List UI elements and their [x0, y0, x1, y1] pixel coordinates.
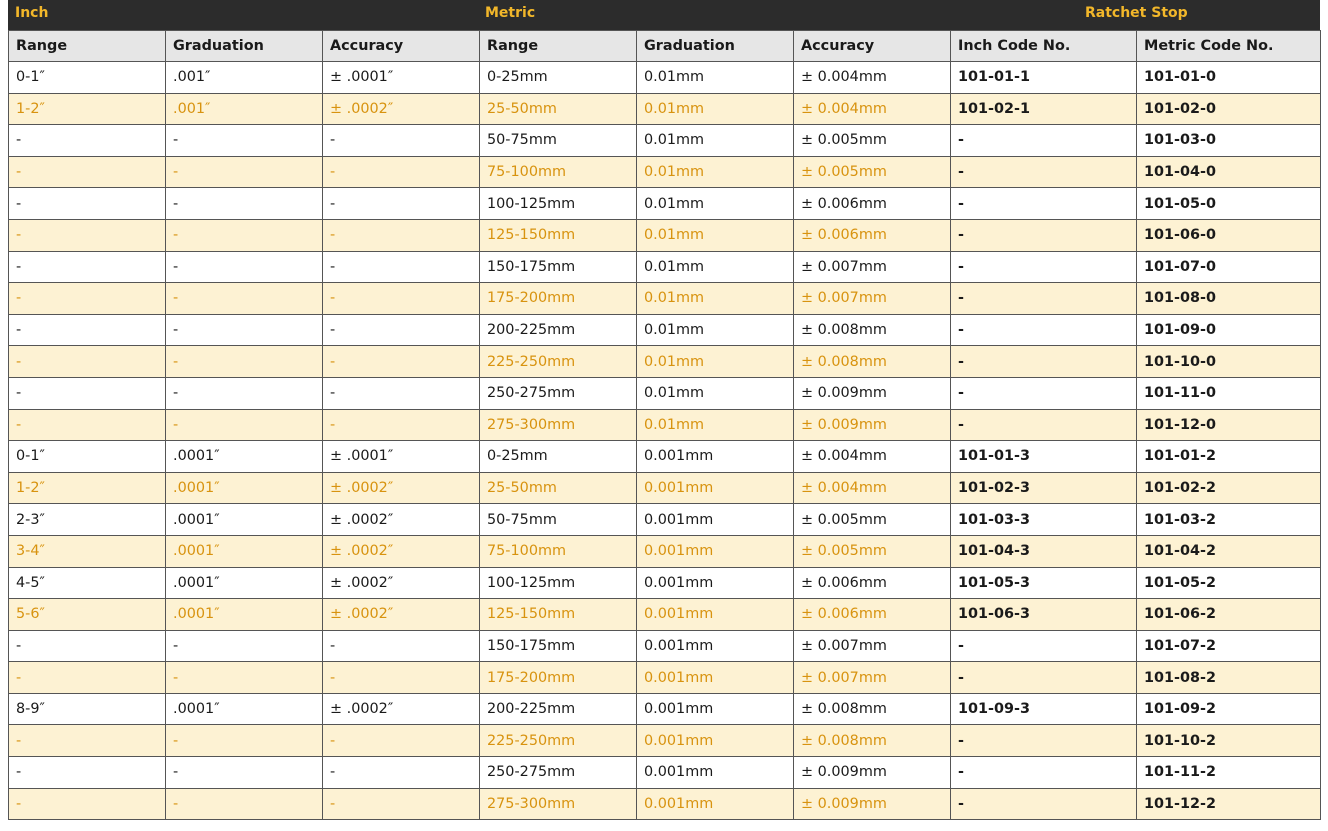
cell-inch-graduation: .0001″ — [166, 693, 323, 725]
table-row — [9, 472, 1321, 504]
cell-metric-accuracy: ± 0.009mm — [794, 757, 951, 789]
table-row — [9, 662, 1321, 694]
table-row — [9, 346, 1321, 378]
cell-inch-code: 101-09-3 — [951, 693, 1137, 725]
cell-metric-code: 101-08-0 — [1137, 283, 1321, 315]
cell-inch-graduation: - — [166, 630, 323, 662]
cell-inch-code: - — [951, 377, 1137, 409]
cell-metric-code: 101-12-2 — [1137, 788, 1321, 820]
cell-metric-range: 75-100mm — [480, 156, 637, 188]
cell-inch-accuracy: - — [323, 188, 480, 220]
table-body — [9, 62, 1321, 820]
cell-inch-code: - — [951, 188, 1137, 220]
cell-inch-graduation: - — [166, 219, 323, 251]
cell-metric-range: 225-250mm — [480, 346, 637, 378]
cell-inch-accuracy: - — [323, 725, 480, 757]
cell-metric-graduation: 0.001mm — [637, 441, 794, 473]
cell-metric-graduation: 0.001mm — [637, 757, 794, 789]
table-row — [9, 156, 1321, 188]
cell-metric-accuracy: ± 0.008mm — [794, 693, 951, 725]
micrometer-spec-table — [8, 30, 1321, 820]
cell-metric-range: 50-75mm — [480, 125, 637, 157]
cell-inch-range: 0-1″ — [9, 62, 166, 94]
cell-metric-range: 100-125mm — [480, 188, 637, 220]
cell-metric-code: 101-05-2 — [1137, 567, 1321, 599]
cell-inch-accuracy: - — [323, 409, 480, 441]
cell-inch-range: - — [9, 125, 166, 157]
table-row — [9, 567, 1321, 599]
cell-metric-accuracy: ± 0.005mm — [794, 156, 951, 188]
table-row — [9, 693, 1321, 725]
cell-inch-code: - — [951, 662, 1137, 694]
cell-metric-range: 275-300mm — [480, 409, 637, 441]
cell-inch-range: - — [9, 630, 166, 662]
cell-inch-code: - — [951, 757, 1137, 789]
cell-metric-accuracy: ± 0.005mm — [794, 535, 951, 567]
cell-inch-accuracy: ± .0001″ — [323, 62, 480, 94]
cell-inch-accuracy: ± .0002″ — [323, 567, 480, 599]
column-header-metric-graduation: Graduation — [637, 31, 794, 62]
cell-metric-range: 25-50mm — [480, 472, 637, 504]
cell-inch-accuracy: - — [323, 346, 480, 378]
cell-metric-range: 100-125mm — [480, 567, 637, 599]
cell-metric-accuracy: ± 0.004mm — [794, 472, 951, 504]
table-row — [9, 599, 1321, 631]
cell-metric-graduation: 0.001mm — [637, 535, 794, 567]
cell-metric-code: 101-03-2 — [1137, 504, 1321, 536]
table-row — [9, 62, 1321, 94]
cell-metric-graduation: 0.001mm — [637, 599, 794, 631]
cell-inch-accuracy: ± .0002″ — [323, 93, 480, 125]
cell-inch-accuracy: ± .0002″ — [323, 693, 480, 725]
cell-inch-accuracy: ± .0001″ — [323, 441, 480, 473]
cell-metric-accuracy: ± 0.008mm — [794, 725, 951, 757]
cell-inch-code: - — [951, 788, 1137, 820]
cell-inch-code: - — [951, 156, 1137, 188]
cell-inch-code: - — [951, 283, 1137, 315]
column-header-metric-code: Metric Code No. — [1137, 31, 1321, 62]
column-header-row — [9, 31, 1321, 62]
cell-inch-range: - — [9, 788, 166, 820]
spec-sheet — [8, 0, 1320, 820]
cell-inch-accuracy: - — [323, 314, 480, 346]
cell-inch-graduation: .0001″ — [166, 567, 323, 599]
column-header-inch-graduation: Graduation — [166, 31, 323, 62]
cell-inch-code: - — [951, 725, 1137, 757]
cell-inch-graduation: - — [166, 346, 323, 378]
cell-inch-range: - — [9, 757, 166, 789]
cell-inch-range: 8-9″ — [9, 693, 166, 725]
cell-metric-range: 150-175mm — [480, 630, 637, 662]
table-row — [9, 283, 1321, 315]
cell-metric-range: 225-250mm — [480, 725, 637, 757]
group-label-ratchet-stop: Ratchet Stop — [1085, 5, 1188, 21]
cell-metric-code: 101-01-0 — [1137, 62, 1321, 94]
cell-metric-graduation: 0.001mm — [637, 472, 794, 504]
cell-inch-graduation: .001″ — [166, 93, 323, 125]
cell-inch-code: 101-02-1 — [951, 93, 1137, 125]
cell-metric-range: 275-300mm — [480, 788, 637, 820]
cell-inch-accuracy: ± .0002″ — [323, 535, 480, 567]
table-row — [9, 788, 1321, 820]
table-row — [9, 757, 1321, 789]
cell-metric-range: 125-150mm — [480, 599, 637, 631]
cell-metric-range: 0-25mm — [480, 62, 637, 94]
cell-metric-accuracy: ± 0.004mm — [794, 93, 951, 125]
cell-metric-graduation: 0.01mm — [637, 219, 794, 251]
cell-metric-code: 101-07-0 — [1137, 251, 1321, 283]
cell-metric-accuracy: ± 0.004mm — [794, 62, 951, 94]
table-row — [9, 630, 1321, 662]
cell-inch-code: - — [951, 251, 1137, 283]
cell-metric-range: 250-275mm — [480, 377, 637, 409]
cell-inch-code: - — [951, 219, 1137, 251]
cell-inch-accuracy: - — [323, 156, 480, 188]
cell-metric-range: 175-200mm — [480, 283, 637, 315]
cell-metric-graduation: 0.01mm — [637, 188, 794, 220]
cell-inch-accuracy: - — [323, 283, 480, 315]
cell-metric-code: 101-02-2 — [1137, 472, 1321, 504]
cell-metric-code: 101-01-2 — [1137, 441, 1321, 473]
cell-inch-range: 5-6″ — [9, 599, 166, 631]
cell-metric-accuracy: ± 0.006mm — [794, 599, 951, 631]
cell-metric-code: 101-06-2 — [1137, 599, 1321, 631]
table-row — [9, 219, 1321, 251]
cell-inch-graduation: .0001″ — [166, 599, 323, 631]
cell-metric-graduation: 0.001mm — [637, 788, 794, 820]
cell-inch-graduation: - — [166, 156, 323, 188]
cell-metric-code: 101-09-0 — [1137, 314, 1321, 346]
cell-metric-accuracy: ± 0.008mm — [794, 346, 951, 378]
cell-inch-accuracy: ± .0002″ — [323, 472, 480, 504]
cell-metric-code: 101-10-2 — [1137, 725, 1321, 757]
cell-inch-code: 101-04-3 — [951, 535, 1137, 567]
cell-inch-code: 101-06-3 — [951, 599, 1137, 631]
cell-inch-code: 101-01-1 — [951, 62, 1137, 94]
cell-metric-graduation: 0.01mm — [637, 314, 794, 346]
cell-metric-accuracy: ± 0.006mm — [794, 567, 951, 599]
cell-metric-accuracy: ± 0.005mm — [794, 504, 951, 536]
cell-metric-accuracy: ± 0.005mm — [794, 125, 951, 157]
cell-inch-code: - — [951, 409, 1137, 441]
table-row — [9, 251, 1321, 283]
group-label-metric: Metric — [485, 5, 536, 21]
cell-inch-accuracy: - — [323, 630, 480, 662]
cell-metric-accuracy: ± 0.004mm — [794, 441, 951, 473]
cell-metric-graduation: 0.01mm — [637, 125, 794, 157]
cell-inch-range: - — [9, 251, 166, 283]
cell-inch-range: - — [9, 314, 166, 346]
cell-inch-graduation: - — [166, 125, 323, 157]
cell-metric-accuracy: ± 0.007mm — [794, 630, 951, 662]
cell-inch-range: 1-2″ — [9, 472, 166, 504]
cell-metric-accuracy: ± 0.008mm — [794, 314, 951, 346]
cell-metric-accuracy: ± 0.007mm — [794, 662, 951, 694]
cell-inch-graduation: - — [166, 377, 323, 409]
cell-metric-accuracy: ± 0.006mm — [794, 188, 951, 220]
cell-metric-range: 50-75mm — [480, 504, 637, 536]
cell-inch-graduation: - — [166, 788, 323, 820]
cell-inch-range: - — [9, 188, 166, 220]
cell-inch-graduation: - — [166, 725, 323, 757]
cell-metric-accuracy: ± 0.009mm — [794, 788, 951, 820]
cell-metric-code: 101-03-0 — [1137, 125, 1321, 157]
cell-metric-graduation: 0.01mm — [637, 346, 794, 378]
cell-inch-accuracy: - — [323, 788, 480, 820]
cell-inch-graduation: - — [166, 283, 323, 315]
cell-inch-graduation: - — [166, 409, 323, 441]
cell-inch-graduation: - — [166, 314, 323, 346]
cell-inch-graduation: .0001″ — [166, 535, 323, 567]
cell-metric-range: 175-200mm — [480, 662, 637, 694]
cell-metric-code: 101-10-0 — [1137, 346, 1321, 378]
cell-metric-range: 150-175mm — [480, 251, 637, 283]
cell-inch-accuracy: - — [323, 125, 480, 157]
cell-inch-graduation: .0001″ — [166, 504, 323, 536]
cell-inch-code: 101-02-3 — [951, 472, 1137, 504]
cell-inch-code: 101-01-3 — [951, 441, 1137, 473]
cell-inch-graduation: - — [166, 188, 323, 220]
table-row — [9, 441, 1321, 473]
cell-metric-code: 101-11-2 — [1137, 757, 1321, 789]
cell-metric-graduation: 0.01mm — [637, 62, 794, 94]
cell-metric-accuracy: ± 0.009mm — [794, 377, 951, 409]
cell-metric-code: 101-02-0 — [1137, 93, 1321, 125]
cell-inch-range: - — [9, 377, 166, 409]
cell-metric-code: 101-07-2 — [1137, 630, 1321, 662]
cell-metric-code: 101-12-0 — [1137, 409, 1321, 441]
cell-inch-range: - — [9, 662, 166, 694]
cell-metric-graduation: 0.001mm — [637, 662, 794, 694]
cell-metric-graduation: 0.01mm — [637, 409, 794, 441]
table-row — [9, 188, 1321, 220]
cell-metric-range: 200-225mm — [480, 314, 637, 346]
column-header-inch-range: Range — [9, 31, 166, 62]
cell-metric-accuracy: ± 0.007mm — [794, 283, 951, 315]
cell-metric-graduation: 0.001mm — [637, 504, 794, 536]
cell-inch-graduation: - — [166, 662, 323, 694]
cell-metric-code: 101-08-2 — [1137, 662, 1321, 694]
cell-inch-accuracy: - — [323, 219, 480, 251]
group-label-inch: Inch — [15, 5, 49, 21]
table-row — [9, 504, 1321, 536]
cell-inch-range: - — [9, 283, 166, 315]
cell-metric-range: 75-100mm — [480, 535, 637, 567]
cell-inch-graduation: .0001″ — [166, 441, 323, 473]
table-row — [9, 377, 1321, 409]
cell-inch-range: - — [9, 346, 166, 378]
cell-inch-range: 0-1″ — [9, 441, 166, 473]
table-row — [9, 409, 1321, 441]
cell-metric-graduation: 0.001mm — [637, 725, 794, 757]
cell-metric-code: 101-06-0 — [1137, 219, 1321, 251]
cell-inch-range: 2-3″ — [9, 504, 166, 536]
table-row — [9, 125, 1321, 157]
table-row — [9, 535, 1321, 567]
cell-inch-graduation: - — [166, 757, 323, 789]
cell-metric-range: 25-50mm — [480, 93, 637, 125]
cell-metric-range: 200-225mm — [480, 693, 637, 725]
cell-inch-code: - — [951, 314, 1137, 346]
cell-inch-accuracy: ± .0002″ — [323, 599, 480, 631]
cell-inch-range: - — [9, 409, 166, 441]
cell-inch-graduation: .0001″ — [166, 472, 323, 504]
cell-inch-graduation: .001″ — [166, 62, 323, 94]
cell-metric-accuracy: ± 0.006mm — [794, 219, 951, 251]
cell-inch-accuracy: - — [323, 251, 480, 283]
cell-metric-graduation: 0.01mm — [637, 283, 794, 315]
cell-inch-range: - — [9, 219, 166, 251]
cell-inch-graduation: - — [166, 251, 323, 283]
cell-metric-code: 101-05-0 — [1137, 188, 1321, 220]
cell-inch-code: - — [951, 125, 1137, 157]
cell-inch-code: 101-03-3 — [951, 504, 1137, 536]
cell-metric-graduation: 0.01mm — [637, 377, 794, 409]
table-row — [9, 725, 1321, 757]
cell-inch-code: 101-05-3 — [951, 567, 1137, 599]
cell-inch-range: 4-5″ — [9, 567, 166, 599]
cell-metric-code: 101-09-2 — [1137, 693, 1321, 725]
column-header-metric-accuracy: Accuracy — [794, 31, 951, 62]
cell-inch-range: 3-4″ — [9, 535, 166, 567]
cell-inch-range: - — [9, 156, 166, 188]
cell-metric-graduation: 0.001mm — [637, 693, 794, 725]
cell-inch-accuracy: - — [323, 377, 480, 409]
table-row — [9, 93, 1321, 125]
column-header-inch-accuracy: Accuracy — [323, 31, 480, 62]
cell-inch-range: 1-2″ — [9, 93, 166, 125]
cell-metric-graduation: 0.01mm — [637, 93, 794, 125]
cell-metric-accuracy: ± 0.007mm — [794, 251, 951, 283]
cell-inch-code: - — [951, 630, 1137, 662]
cell-inch-accuracy: - — [323, 662, 480, 694]
cell-metric-code: 101-04-0 — [1137, 156, 1321, 188]
cell-metric-code: 101-11-0 — [1137, 377, 1321, 409]
column-header-inch-code: Inch Code No. — [951, 31, 1137, 62]
cell-inch-range: - — [9, 725, 166, 757]
cell-metric-graduation: 0.01mm — [637, 156, 794, 188]
cell-metric-graduation: 0.001mm — [637, 630, 794, 662]
group-header-bar — [8, 0, 1320, 30]
table-row — [9, 314, 1321, 346]
cell-metric-graduation: 0.01mm — [637, 251, 794, 283]
cell-metric-range: 125-150mm — [480, 219, 637, 251]
cell-metric-accuracy: ± 0.009mm — [794, 409, 951, 441]
column-header-metric-range: Range — [480, 31, 637, 62]
cell-inch-accuracy: ± .0002″ — [323, 504, 480, 536]
cell-metric-range: 0-25mm — [480, 441, 637, 473]
cell-metric-code: 101-04-2 — [1137, 535, 1321, 567]
cell-metric-range: 250-275mm — [480, 757, 637, 789]
cell-inch-accuracy: - — [323, 757, 480, 789]
cell-metric-graduation: 0.001mm — [637, 567, 794, 599]
cell-inch-code: - — [951, 346, 1137, 378]
